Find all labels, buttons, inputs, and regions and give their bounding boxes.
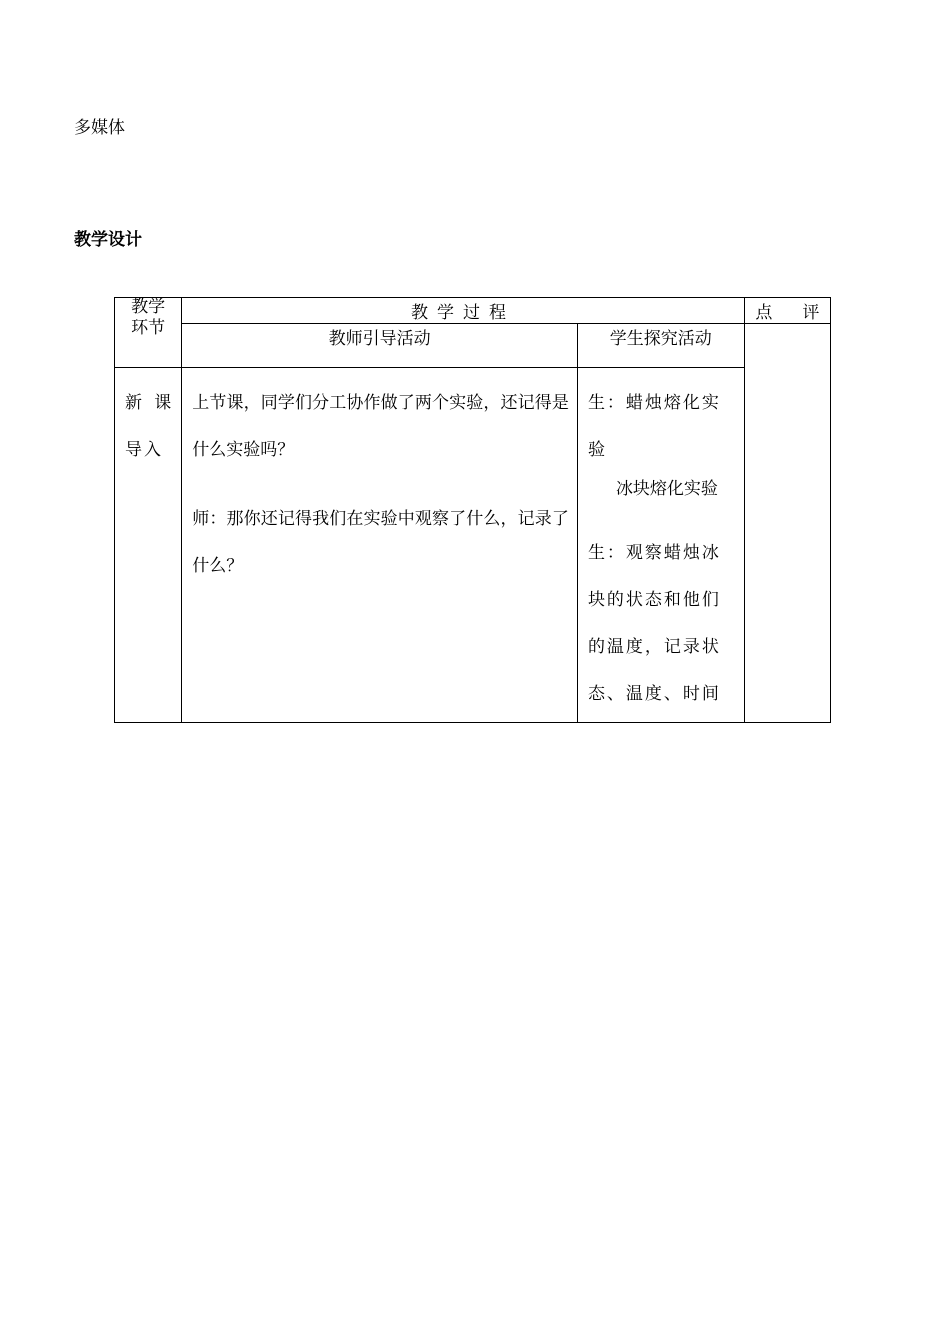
- stage-header-line: 教学: [131, 297, 166, 317]
- student-activity-cell: [577, 368, 744, 723]
- process-header-cell: [182, 298, 744, 324]
- review-cell: [744, 324, 830, 723]
- media-line: 多媒体: [74, 118, 125, 138]
- stage-header-line: 环节: [131, 318, 166, 338]
- table-header-row: [115, 298, 831, 324]
- process-header: 教学过程: [410, 303, 515, 323]
- student-activity-header: 学生探究活动: [609, 329, 712, 349]
- stage-name-line: 新 课: [125, 393, 174, 413]
- teacher-activity-cell: [182, 368, 578, 723]
- student-line: 生：蜡烛熔化实验: [587, 393, 721, 460]
- table-row: [115, 368, 831, 723]
- student-line: 生：观察蜡烛冰块的状态和他们的温度，记录状态、温度、时间: [587, 543, 721, 704]
- teacher-paragraph: 上节课，同学们分工协作做了两个实验，还记得是什么实验吗？: [192, 393, 569, 460]
- review-header-cell: [744, 298, 830, 324]
- review-header-char: 点: [755, 303, 773, 323]
- review-header-char: 评: [802, 303, 820, 323]
- teacher-header-cell: [182, 324, 578, 368]
- section-title: 教学设计: [74, 230, 142, 250]
- student-header-cell: [577, 324, 744, 368]
- stage-cell: [115, 368, 182, 723]
- teacher-paragraph: 师：那你还记得我们在实验中观察了什么，记录了什么？: [192, 509, 569, 576]
- teacher-activity-header: 教师引导活动: [328, 329, 431, 349]
- stage-name-line: 导入: [125, 440, 163, 460]
- lesson-table: [114, 297, 831, 723]
- student-line: 冰块熔化实验: [615, 479, 718, 499]
- table-subheader-row: [115, 324, 831, 368]
- stage-header-cell: [115, 298, 182, 368]
